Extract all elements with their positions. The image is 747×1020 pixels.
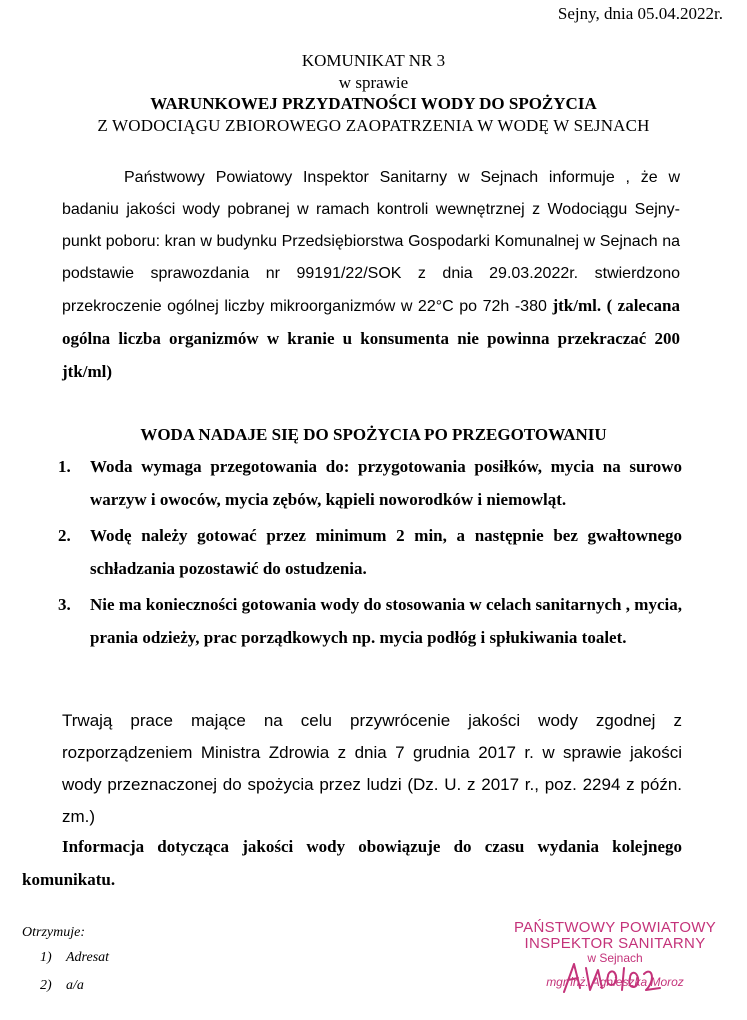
title-line-2: w sprawie [338,73,409,92]
recipient-item [40,978,84,994]
list-item-text: Wodę należy gotować przez minimum 2 min, a następnie bez gwałtownego schładzania pozostawić do ostudzenia. [90,526,682,578]
recipient-item [40,950,109,966]
recipients-label: Otrzymuje: [22,925,85,940]
paragraph-works: Trwają prace mające na celu przywrócenie jakości wody zgodnej z rozporządzeniem Ministra Zdrowia z dnia 7 grudnia 2017 r. w sprawie jakości wody przeznaczonej do spożycia przez ludzi (Dz. U. z 2017 r., poz. 2294 z późn. zm.) [62,711,682,826]
stamp-signatory: mgr inż. Agnieszka Moroz [546,975,684,989]
stamp-line-3: w Sejnach [587,951,643,965]
recommendation-note: ( zalecana ogólna liczba organizmów w kranie u konsumenta nie powinna przekraczać 200 jtk/ml) [62,296,680,381]
stamp-line-2: INSPEKTOR SANITARNY [524,935,706,952]
list-item [58,588,682,654]
paragraph-validity [22,830,682,896]
unit-label: jtk/ml. [552,296,602,315]
list-item-number: 2. [58,526,71,545]
title-line-4: Z WODOCIĄGU ZBIOROWEGO ZAOPATRZENIA W WODĘ W SEJNACH [97,116,650,135]
recipient-text: Adresat [66,950,110,965]
list-item-number: 1. [58,457,71,476]
handwritten-signature [560,958,670,998]
recipient-text: a/a [66,978,84,993]
subheading: WODA NADAJE SIĘ DO SPOŻYCIA PO PRZEGOTOWANIU [140,425,607,444]
list-item [58,519,682,585]
list-item-text: Nie ma konieczności gotowania wody do stosowania w celach sanitarnych , mycia, prania odzieży, prac porządkowych np. mycia podłóg i spłukiwania toalet. [90,595,682,647]
recipient-number: 2) [40,978,52,993]
paragraph-validity-text: Informacja dotycząca jakości wody obowiązuje do czasu wydania kolejnego komunikatu. [22,837,682,889]
place-date: Sejny, dnia 05.04.2022r. [557,4,723,23]
stamp-line-1: PAŃSTWOWY POWIATOWY [513,919,717,936]
recipient-number: 1) [40,950,52,965]
list-item-number: 3. [58,595,71,614]
title-line-1: KOMUNIKAT NR 3 [301,51,446,70]
title-line-3: WARUNKOWEJ PRZYDATNOŚCI WODY DO SPOŻYCIA [150,94,597,113]
list-item [58,450,682,516]
instructions-list [58,450,682,657]
paragraph-inspection-text: Państwowy Powiatowy Inspektor Sanitarny w Sejnach informuje , że w badaniu jakości wody pobranej w ramach kontroli wewnętrznej z Wodociągu Sejny- punkt poboru: kran w budynku Przedsiębiorstwa Gospodarki Komunalnej w Sejnach na podstawie sprawozdania nr 99191/22/SOK z dnia 29.03.2022r. stwierdzono przekroczenie ogólnej liczby mikroorganizmów w 22°C po 72h -380 [62,169,680,315]
list-item-text: Woda wymaga przegotowania do: przygotowania posiłków, mycia na surowo warzyw i owoców, mycia zębów, kąpieli noworodków i niemowląt. [90,457,682,509]
paragraph-inspection [62,162,680,389]
